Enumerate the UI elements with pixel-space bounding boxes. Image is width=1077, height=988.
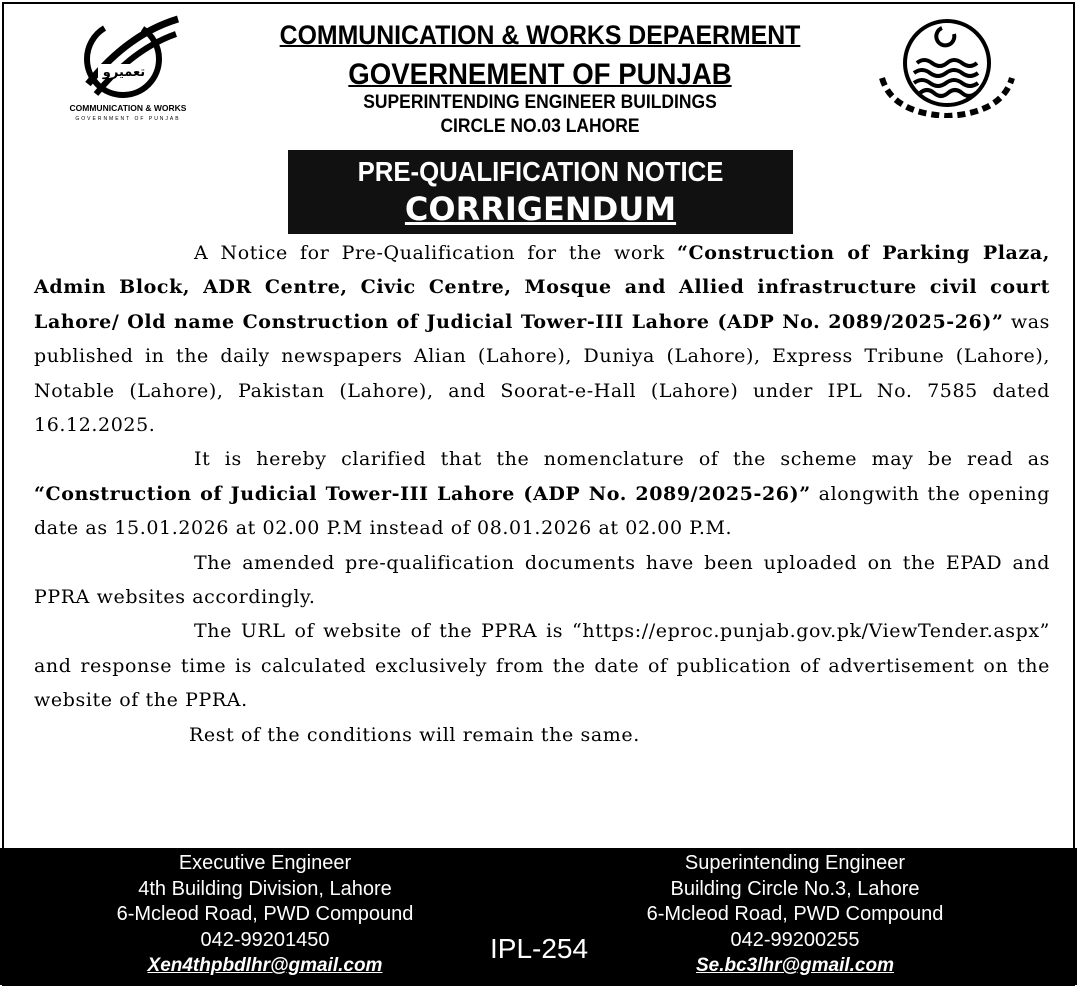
text: was published in the daily newspapers Alian (Lahore), Duniya (Lahore), Express Tribune (Lahore), Notable (Lahore), Pakistan (Lahore), and Soorat-e-Hall (Lahore) under IPL No. 7585 dated 16.12.2025.: [34, 310, 1050, 437]
paragraph-2: [34, 442, 1050, 545]
ipl-number: IPL-254: [490, 933, 589, 964]
circle-heading: CIRCLE NO.03 LAHORE: [440, 116, 640, 137]
paragraph-3: The amended pre-qualification documents have been uploaded on the EPAD and PPRA websites accordingly.: [34, 551, 1050, 609]
superintending-engineer-contact: [585, 851, 1005, 979]
scheme-name: “Construction of Judicial Tower-III Lahore (ADP No. 2089/2025-26)”: [34, 482, 811, 505]
contact-title: Superintending Engineer: [684, 852, 906, 874]
paragraph-1: [34, 236, 1050, 442]
notice-title: PRE-QUALIFICATION NOTICE: [357, 156, 724, 187]
work-name: “Construction of Parking Plaza, Admin Block, ADR Centre, Civic Centre, Mosque and Allied infrastructure civil court Lahore/ Old name Construction of Judicial Tower-III Lahore (ADP No. 2089/2025-26)”: [34, 242, 1050, 333]
text: A Notice for Pre-Qualification for the work: [194, 242, 677, 264]
contact-phone: 042-99200255: [730, 928, 860, 951]
contact-phone: 042-99201450: [200, 928, 330, 951]
paragraph-4: The URL of website of the PPRA is “https://eproc.punjab.gov.pk/ViewTender.aspx” and response time is calculated exclusively from the date of publication of advertisement on the website of the PPRA.: [34, 620, 1050, 712]
notice-body: [34, 236, 1050, 752]
svg-text:COMMUNICATION & WORKS: COMMUNICATION & WORKS: [69, 103, 187, 113]
text: It is hereby clarified that the nomenclature of the scheme may be read as: [194, 448, 1050, 471]
punjab-seal-icon: [862, 18, 1032, 118]
cw-logo-icon: [28, 14, 228, 124]
svg-text:GOVERNMENT OF PUNJAB: GOVERNMENT OF PUNJAB: [75, 116, 181, 122]
contact-division: Building Circle No.3, Lahore: [670, 877, 920, 900]
contact-address: 6-Mcleod Road, PWD Compound: [646, 903, 944, 925]
notice-title-box: [288, 150, 793, 234]
office-heading: SUPERINTENDING ENGINEER BUILDINGS: [363, 92, 717, 113]
punjab-seal: [862, 18, 1032, 118]
contact-title: Executive Engineer: [178, 852, 352, 874]
svg-text:تعمیرو: تعمیرو: [102, 65, 146, 80]
government-heading: GOVERNEMENT OF PUNJAB: [348, 58, 732, 91]
cw-department-logo: [28, 14, 228, 124]
contact-email-link[interactable]: Xen4thpbdlhr@gmail.com: [147, 955, 383, 976]
footer-contacts: [0, 848, 1077, 985]
contact-email-link[interactable]: Se.bc3lhr@gmail.com: [695, 955, 895, 976]
contact-division: 4th Building Division, Lahore: [138, 877, 392, 900]
department-heading: COMMUNICATION & WORKS DEPAERMENT: [279, 20, 801, 50]
executive-engineer-contact: [55, 851, 475, 979]
contact-address: 6-Mcleod Road, PWD Compound: [116, 903, 414, 925]
notice-subtitle: CORRIGENDUM: [404, 190, 677, 228]
text: alongwith the opening date as 15.01.2026 at 02.00 P.M instead of 08.01.2026 at 02.00 P.M.: [34, 482, 1050, 540]
paragraph-5: Rest of the conditions will remain the same.: [189, 723, 640, 746]
